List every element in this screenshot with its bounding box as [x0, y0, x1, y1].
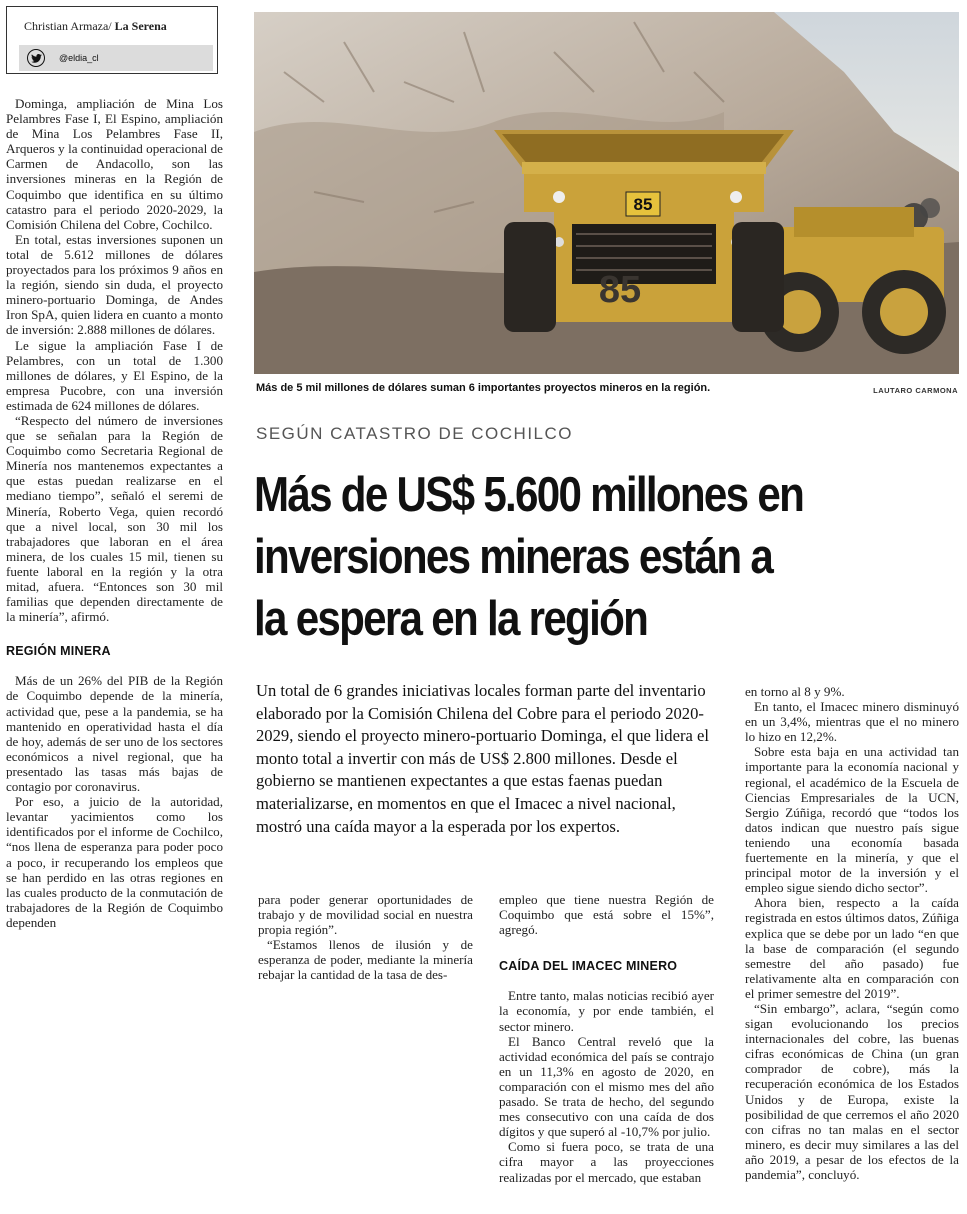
middle-column-1: [258, 892, 473, 983]
photo-credit: LAUTARO CARMONA: [873, 386, 958, 395]
truck-number-top: 85: [633, 195, 653, 214]
byline: [24, 19, 167, 34]
twitter-handle: @eldia_cl: [59, 53, 99, 63]
paragraph: Como si fuera poco, se trata de una cifra mayor a las proyecciones realizadas por el mercado, que estaban: [499, 1139, 714, 1185]
right-column: [745, 684, 959, 1182]
paragraph: en torno al 8 y 9%.: [745, 684, 845, 699]
paragraph: Por eso, a juicio de la autoridad, levantar yacimientos como los identificados por el informe de Cochilco, “nos llena de esperanza para poder poco a poco, ir recuperando los empleos que se han perdido en las otras regiones en las cuales producto de la conmutación de trabajadores de la Región de Coquimbo dependen: [6, 794, 223, 930]
middle-column-1-body: [258, 892, 473, 983]
headline: Más de US$ 5.600 millones en inversiones mineras están a la espera en la región: [254, 468, 804, 646]
paragraph: En tanto, el Imacec minero disminuyó en un 3,4%, mientras que el no minero lo hizo en 12,2%.: [745, 699, 959, 745]
paragraph: En total, estas inversiones suponen un total de 5.612 millones de dólares proyectados para los próximos 9 años en la región, siendo sin duda, el proyecto minero-portuario Dominga, de Andes Iron SpA, quien lidera en cuanto a monto de inversión: 2.888 millones de dólares.: [6, 231, 223, 338]
middle-column-2: [499, 892, 714, 1185]
left-column-body-a: [6, 96, 223, 624]
paragraph: Sobre esta baja en una actividad tan importante para la economía nacional y regional, el académico de la Escuela de Ciencias Empresariales de la UCN, Sergio Zúñiga, recordó que “todos los datos indican que nuestro país sigue teniendo una economía basada fuertemente en la minería, y que el principal motor de la inversión y el empleo sigue siendo dicho sector”.: [745, 744, 959, 896]
paragraph: “Sin embargo”, aclara, “según como sigan evolucionando los precios internacionales del cobre, las buenas cifras económicas de China (un gran comprador de cobre), más la recuperación económica de los Estados Unidos y de Europa, existe la posibilidad de que cerremos el año 2020 con cifras no tan malas en el sector minero, es decir muy similares a las del año 2019, a pesar de los efectos de la pandemia”, concluyó.: [745, 1000, 959, 1182]
truck-number-front: 85: [598, 269, 642, 311]
subhead-caida-imacec: CAÍDA DEL IMACEC MINERO: [499, 959, 678, 974]
mining-truck-photo: [254, 12, 959, 374]
paragraph: El Banco Central reveló que la actividad económica del país se contrajo en un 11,3% en agosto de 2020, en comparación con el mismo mes del año pasado. Se trata de hecho, del segundo mes consecutivo con una caída de dos dígitos y que superó al -10,7% por julio.: [499, 1033, 714, 1140]
right-column-body: [745, 684, 959, 1182]
photo-illustration: [254, 12, 959, 374]
byline-author: Christian Armaza/: [24, 19, 112, 33]
paragraph: Dominga, ampliación de Mina Los Pelambres Fase I, El Espino, ampliación de Mina Los Pelambres Fase II, Arqueros y la continuidad operacional de Carmen de Andacollo, son las inversiones mineras en la Región de Coquimbo que identifica en su último catastro para el periodo 2020-2029, la Comisión Chilena del Cobre, Cochilco.: [6, 96, 223, 232]
paragraph: para poder generar oportunidades de trabajo y de movilidad social en nuestra propia región”.: [258, 892, 473, 938]
left-column-body-b: [6, 673, 223, 930]
paragraph: “Respecto del número de inversiones que se señalan para la Región de Coquimbo como Secretaria Regional de Minería nos mantenemos expectantes a que estas puedan realizarse en el mediano tiempo”, señaló el seremi de Minería, Roberto Vega, quien recordó que a nivel local, son 30 mil los trabajadores que laboran en el área minera, de los cuales 15 mil, tienen su fuente laboral en la región y la otra mitad, afuera. “Entonces son 30 mil familias que dependen directamente de la minería”, afirmó.: [6, 412, 223, 625]
left-column: [6, 96, 223, 930]
paragraph: “Estamos llenos de ilusión y de esperanza de poder, mediante la minería rebajar la cantidad de la tasa de des-: [258, 937, 473, 983]
middle-column-2-body-a: [499, 892, 714, 937]
lead-paragraph: Un total de 6 grandes iniciativas locales forman parte del inventario elaborado por la Comisión Chilena del Cobre para el periodo 2020-2029, siendo el proyecto minero-portuario Dominga, el que lidera el monto total a invertir con más de US$ 2.800 millones. Desde el gobierno se mantienen expectantes a que estas faenas puedan materializarse, en momentos en que el Imacec a nivel nacional, mostró una caída mayor a la esperada por los expertos.: [256, 681, 709, 836]
byline-box: [6, 6, 218, 74]
middle-column-2-body-b: [499, 988, 714, 1184]
paragraph: Entre tanto, malas noticias recibió ayer la economía, y por ende también, el sector minero.: [499, 988, 714, 1034]
twitter-bar: [19, 45, 213, 71]
kicker: SEGÚN CATASTRO DE COCHILCO: [256, 424, 574, 443]
byline-location: La Serena: [114, 19, 167, 33]
paragraph: Le sigue la ampliación Fase I de Pelambres, con un total de 1.300 millones de dólares, y El Espino, de la empresa Pucobre, con una inversión estimada de 624 millones de dólares.: [6, 337, 223, 413]
paragraph: Más de un 26% del PIB de la Región de Coquimbo depende de la minería, actividad que, pese a la pandemia, se ha mantenido en operatividad hasta el día de hoy, además de ser uno de los sectores económicos a nivel regional, que ha presentado las tasas más bajas de contagio por coronavirus.: [6, 673, 223, 795]
paragraph: empleo que tiene nuestra Región de Coquimbo que está sobre el 15%”, agregó.: [499, 892, 714, 938]
photo-caption: Más de 5 mil millones de dólares suman 6 importantes proyectos mineros en la región.: [256, 382, 711, 394]
paragraph: Ahora bien, respecto a la caída registrada en estos últimos datos, Zúñiga explica que se debe por un lado “en que la base de comparación (el segundo semestre del año pasado) fue relativamente alta en comparación con el primer semestre del 2019”.: [745, 895, 959, 1001]
subhead-region-minera: REGIÓN MINERA: [6, 644, 111, 659]
twitter-bird-icon: [27, 49, 45, 67]
